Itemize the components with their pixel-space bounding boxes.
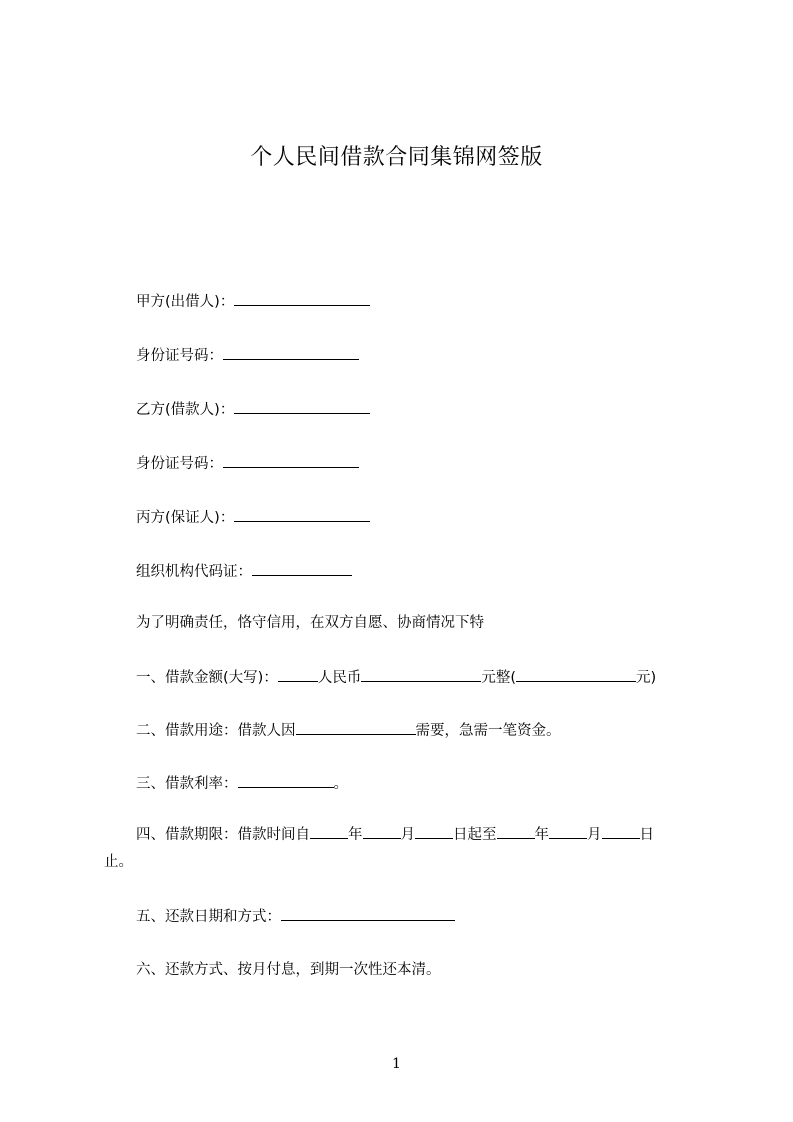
start-day-blank[interactable]: [415, 824, 453, 839]
day-label-2: 日: [639, 827, 654, 843]
end-year-blank[interactable]: [497, 824, 535, 839]
start-month-blank[interactable]: [363, 824, 401, 839]
org-code-blank[interactable]: [252, 561, 352, 576]
month-label-1: 月: [400, 827, 415, 843]
interest-rate-blank[interactable]: [238, 773, 334, 788]
rmb-label: 人民币: [317, 670, 362, 686]
clause-3-suffix: 。: [333, 776, 348, 792]
party-b-id-line: [136, 453, 359, 474]
party-b-blank[interactable]: [234, 399, 370, 414]
amount-number-blank[interactable]: [516, 667, 636, 682]
year-label-1: 年: [348, 827, 363, 843]
party-a-id-line: [136, 345, 359, 366]
org-code-label: 组织机构代码证：: [136, 564, 252, 580]
party-b-label: 乙方(借款人)：: [136, 402, 235, 418]
party-a-label: 甲方(出借人)：: [136, 294, 235, 310]
page-number: 1: [392, 1056, 401, 1072]
party-b-id-blank[interactable]: [223, 453, 359, 468]
yuan-zheng-label: 元整(: [481, 670, 516, 686]
clause-5: [136, 906, 455, 927]
repayment-date-blank[interactable]: [281, 906, 455, 921]
start-year-blank[interactable]: [310, 824, 348, 839]
clause-2-prefix: 二、借款用途：借款人因: [136, 723, 296, 739]
clause-2: [136, 720, 561, 741]
party-b-line: [136, 399, 370, 420]
amount-words-blank[interactable]: [278, 667, 318, 682]
party-a-line: [136, 291, 370, 312]
amount-rmb-blank[interactable]: [361, 667, 481, 682]
clause-1-prefix: 一、借款金额(大写)：: [136, 670, 278, 686]
party-c-line: [136, 507, 370, 528]
clause-1: [136, 667, 656, 688]
clause-4: [136, 824, 654, 845]
clause-2-suffix: 需要，急需一笔资金。: [415, 723, 561, 739]
org-code-line: [136, 561, 352, 582]
clause-4-continuation: 止。: [104, 854, 133, 870]
year-label-2: 年: [534, 827, 549, 843]
party-c-label: 丙方(保证人)：: [136, 510, 235, 526]
month-label-2: 月: [587, 827, 602, 843]
party-a-id-label: 身份证号码：: [136, 348, 223, 364]
party-a-id-blank[interactable]: [223, 345, 359, 360]
end-month-blank[interactable]: [549, 824, 587, 839]
party-a-blank[interactable]: [234, 291, 370, 306]
yuan-close-label: 元): [636, 670, 657, 686]
day-from-label: 日起至: [453, 827, 497, 843]
purpose-blank[interactable]: [296, 720, 416, 735]
clause-3-prefix: 三、借款利率：: [136, 776, 238, 792]
end-day-blank[interactable]: [602, 824, 640, 839]
party-b-id-label: 身份证号码：: [136, 456, 223, 472]
intro-text: 为了明确责任，恪守信用，在双方自愿、协商情况下特: [136, 615, 484, 631]
party-c-blank[interactable]: [234, 507, 370, 522]
clause-3: [136, 773, 348, 794]
clause-4-prefix: 四、借款期限：借款时间自: [136, 827, 310, 843]
clause-6: 六、还款方式、按月付息，到期一次性还本清。: [136, 962, 441, 978]
document-title: 个人民间借款合同集锦网签版: [250, 145, 543, 170]
clause-5-prefix: 五、还款日期和方式：: [136, 909, 281, 925]
